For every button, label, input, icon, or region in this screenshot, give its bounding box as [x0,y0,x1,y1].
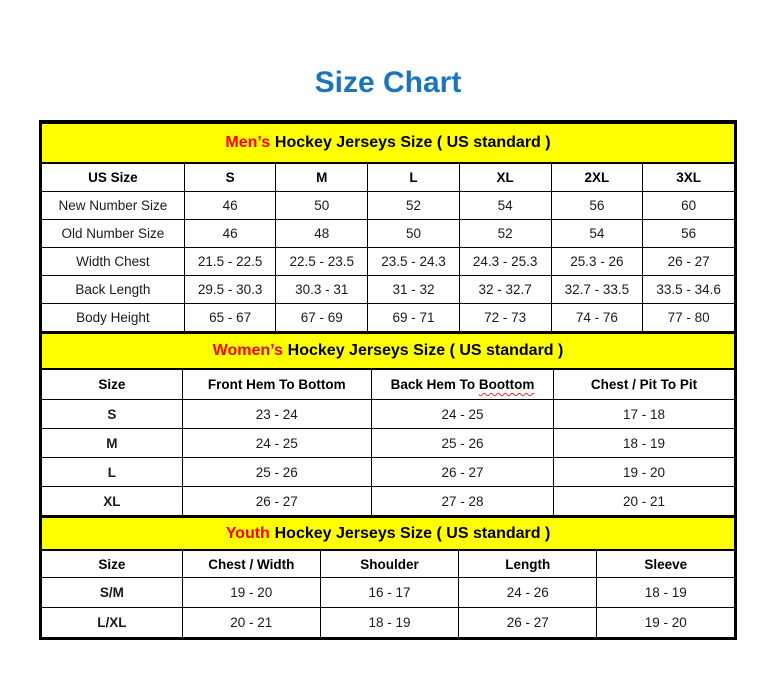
column-header: Sleeve [597,550,735,578]
size-value-cell: 32 - 32.7 [459,276,551,304]
size-value-cell: 46 [184,220,276,248]
size-value-cell: 23.5 - 24.3 [368,248,460,276]
womens-section-title-rest: Hockey Jerseys Size ( US standard ) [287,342,564,359]
column-header: 3XL [643,163,735,192]
size-value-cell: 31 - 32 [368,276,460,304]
size-value-cell: 60 [643,192,735,220]
size-value-cell: 24 - 25 [371,400,553,429]
table-row [42,578,735,608]
table-row [42,400,735,429]
section-header-youth [42,517,735,550]
row-label: M [42,429,183,458]
column-header-text: Back Hem To [390,377,476,392]
row-label: Body Height [42,304,185,332]
column-header: Shoulder [320,550,458,578]
size-value-cell: 33.5 - 34.6 [643,276,735,304]
size-value-cell: 56 [551,192,643,220]
size-value-cell: 24 - 25 [182,429,371,458]
size-value-cell: 21.5 - 22.5 [184,248,276,276]
row-label: L [42,458,183,487]
size-value-cell: 27 - 28 [371,487,553,516]
size-value-cell: 26 - 27 [182,487,371,516]
size-value-cell: 26 - 27 [371,458,553,487]
youth-section-title-rest: Hockey Jerseys Size ( US standard ) [274,524,551,542]
row-label: Width Chest [42,248,185,276]
size-value-cell: 16 - 17 [320,578,458,608]
size-value-cell: 25 - 26 [182,458,371,487]
youth-section-title-prefix: Youth [225,524,270,542]
column-header: Front Hem To Bottom [182,369,371,400]
column-header: XL [459,163,551,192]
youth-size-table [41,516,735,638]
table-row [42,192,735,220]
size-value-cell: 48 [276,220,368,248]
misspelled-word: Boottom [478,377,535,392]
youth-table-body [42,578,735,638]
youth-column-header-row [42,550,735,578]
size-value-cell: 52 [368,192,460,220]
size-value-cell: 19 - 20 [182,578,320,608]
size-value-cell: 19 - 20 [554,458,735,487]
size-value-cell: 18 - 19 [597,578,735,608]
column-header: Chest / Pit To Pit [554,369,735,400]
row-label: Old Number Size [42,220,185,248]
size-value-cell: 56 [643,220,735,248]
size-value-cell: 17 - 18 [554,400,735,429]
table-row [42,458,735,487]
size-value-cell: 20 - 21 [554,487,735,516]
table-row [42,276,735,304]
mens-section-title-prefix: Men’s [225,134,271,151]
row-label: S [42,400,183,429]
size-value-cell: 25 - 26 [371,429,553,458]
womens-section-title [42,333,735,369]
size-value-cell: 30.3 - 31 [276,276,368,304]
section-header-mens [42,123,735,163]
size-value-cell: 26 - 27 [643,248,735,276]
row-label: Back Length [42,276,185,304]
size-value-cell: 74 - 76 [551,304,643,332]
table-row [42,487,735,516]
womens-size-table [41,332,735,516]
section-header-womens [42,333,735,369]
row-label: New Number Size [42,192,185,220]
column-header: 2XL [551,163,643,192]
column-header: S [184,163,276,192]
size-value-cell: 67 - 69 [276,304,368,332]
size-value-cell: 50 [368,220,460,248]
size-value-cell: 65 - 67 [184,304,276,332]
size-chart-tables [39,120,737,640]
size-value-cell: 32.7 - 33.5 [551,276,643,304]
size-value-cell: 77 - 80 [643,304,735,332]
table-row [42,608,735,638]
size-value-cell: 50 [276,192,368,220]
size-value-cell: 54 [459,192,551,220]
size-value-cell: 18 - 19 [554,429,735,458]
row-label: XL [42,487,183,516]
table-row [42,429,735,458]
size-value-cell: 24 - 26 [459,578,597,608]
size-value-cell: 19 - 20 [597,608,735,638]
page-title: Size Chart [314,66,462,99]
mens-section-title-rest: Hockey Jerseys Size ( US standard ) [274,134,551,151]
size-value-cell: 24.3 - 25.3 [459,248,551,276]
table-row [42,220,735,248]
column-header: Chest / Width [182,550,320,578]
size-value-cell: 23 - 24 [182,400,371,429]
size-value-cell: 25.3 - 26 [551,248,643,276]
size-value-cell: 72 - 73 [459,304,551,332]
table-row [42,248,735,276]
mens-column-header-row [42,163,735,192]
table-row [42,304,735,332]
column-header: US Size [42,163,185,192]
column-header: Size [42,550,183,578]
size-value-cell: 20 - 21 [182,608,320,638]
size-value-cell: 22.5 - 23.5 [276,248,368,276]
size-value-cell: 46 [184,192,276,220]
womens-table-body [42,400,735,516]
size-value-cell: 69 - 71 [368,304,460,332]
size-value-cell: 29.5 - 30.3 [184,276,276,304]
size-value-cell: 18 - 19 [320,608,458,638]
size-value-cell: 26 - 27 [459,608,597,638]
column-header: Size [42,369,183,400]
row-label: S/M [42,578,183,608]
column-header: M [276,163,368,192]
youth-section-title [42,517,735,550]
column-header: L [368,163,460,192]
column-header: Length [459,550,597,578]
row-label: L/XL [42,608,183,638]
womens-column-header-row [42,369,735,400]
column-header-misspelled [371,369,553,400]
mens-section-title [42,123,735,163]
mens-table-body [42,192,735,332]
mens-size-table [41,122,735,332]
size-value-cell: 54 [551,220,643,248]
womens-section-title-prefix: Women’s [212,342,283,359]
size-value-cell: 52 [459,220,551,248]
